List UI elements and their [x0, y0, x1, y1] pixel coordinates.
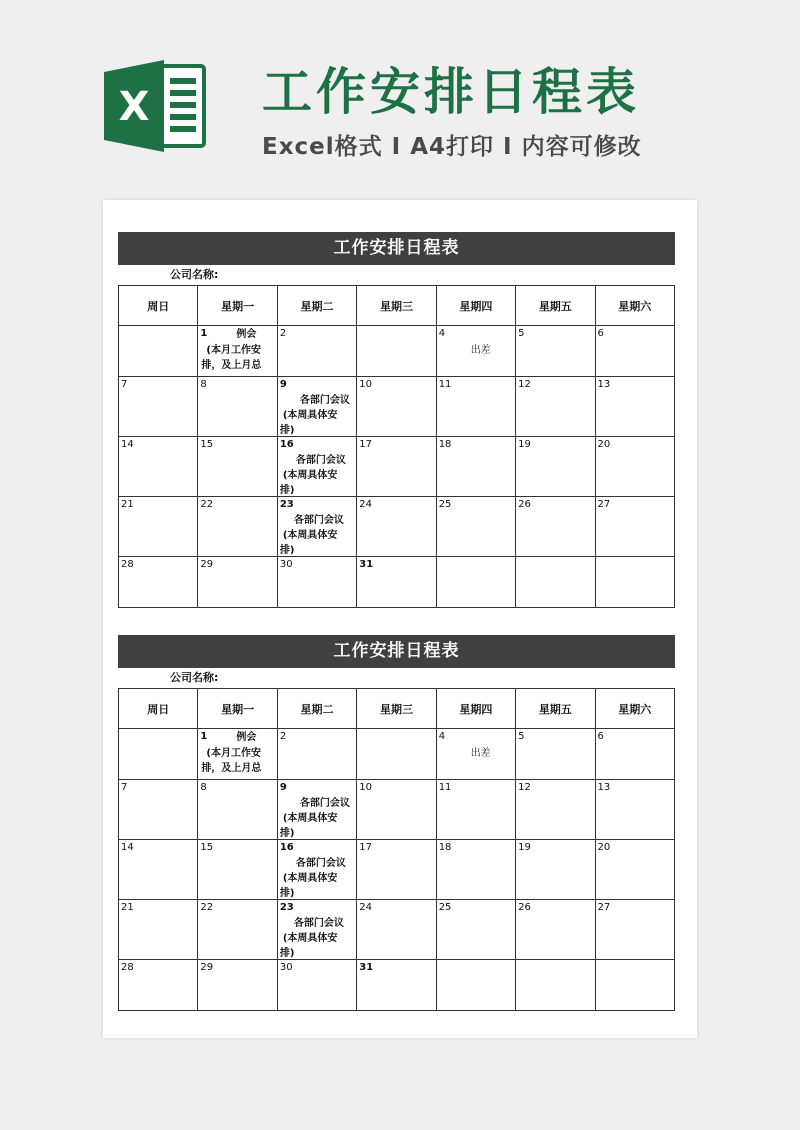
calendar-cell[interactable]	[436, 437, 515, 497]
week-row	[119, 900, 675, 960]
calendar-cell[interactable]	[357, 900, 436, 960]
day-number: 12	[518, 379, 531, 390]
day-number: 8	[200, 379, 207, 390]
calendar-cell[interactable]	[198, 729, 277, 780]
sheet-title: 工作安排日程表	[118, 635, 675, 668]
day-number: 13	[597, 379, 611, 390]
calendar-cell[interactable]	[277, 729, 356, 780]
day-number: 24	[359, 499, 372, 510]
calendar-cell[interactable]	[277, 557, 356, 608]
document-paper	[103, 200, 697, 1038]
event-note: 排)	[279, 888, 295, 899]
day-number: 1	[200, 731, 208, 742]
calendar-cell[interactable]	[119, 497, 198, 557]
event-note: 排)	[279, 948, 295, 959]
calendar-cell[interactable]	[436, 497, 515, 557]
calendar-cell[interactable]	[516, 840, 595, 900]
calendar-cell[interactable]	[357, 326, 436, 377]
day-number: 8	[200, 782, 207, 793]
day-number: 22	[200, 499, 214, 510]
calendar-cell[interactable]	[119, 729, 198, 780]
event-note: (本周具体安	[282, 530, 338, 541]
week-row	[119, 377, 675, 437]
weekday-header: 星期六	[595, 689, 674, 729]
day-number: 16	[279, 842, 294, 853]
calendar-cell[interactable]	[119, 780, 198, 840]
calendar-cell[interactable]	[436, 729, 515, 780]
weekday-header: 星期二	[277, 689, 356, 729]
calendar-cell[interactable]	[198, 557, 277, 608]
day-number: 9	[279, 379, 287, 390]
calendar-cell[interactable]	[595, 326, 674, 377]
event-text: 各部门会议	[299, 395, 350, 406]
day-number: 7	[121, 782, 128, 793]
day-number: 23	[279, 499, 294, 510]
calendar-cell[interactable]	[516, 326, 595, 377]
day-number: 19	[518, 439, 531, 450]
calendar-cell[interactable]	[198, 326, 277, 377]
day-number: 17	[359, 842, 372, 853]
weekday-header: 星期三	[357, 689, 436, 729]
day-number: 31	[359, 559, 374, 570]
day-number: 29	[200, 962, 214, 973]
calendar-cell[interactable]	[595, 497, 674, 557]
event-text: 各部门会议	[293, 515, 344, 526]
weekday-header: 星期四	[436, 286, 515, 326]
week-row	[119, 326, 675, 377]
day-number: 30	[279, 962, 293, 973]
event-text: 例会	[236, 329, 257, 340]
day-number: 23	[279, 902, 294, 913]
event-note: 排，及上月总	[201, 763, 262, 774]
day-number: 5	[518, 731, 525, 742]
calendar-table	[118, 688, 675, 1011]
calendar-cell[interactable]	[277, 960, 356, 1011]
day-number: 29	[200, 559, 214, 570]
calendar-cell[interactable]	[436, 557, 515, 608]
week-row	[119, 960, 675, 1011]
day-number: 4	[438, 328, 446, 339]
calendar-cell[interactable]	[595, 557, 674, 608]
day-number: 20	[597, 842, 611, 853]
calendar-cell[interactable]	[436, 377, 515, 437]
calendar-cell[interactable]	[277, 326, 356, 377]
calendar-cell[interactable]	[277, 780, 356, 840]
day-number: 24	[359, 902, 372, 913]
event-note: (本周具体安	[282, 410, 338, 421]
day-number: 26	[518, 499, 531, 510]
calendar-cell[interactable]	[198, 377, 277, 437]
day-number: 18	[438, 439, 452, 450]
day-number: 5	[518, 328, 525, 339]
calendar-cell[interactable]	[436, 326, 515, 377]
weekday-header: 周日	[119, 286, 198, 326]
sheet-title: 工作安排日程表	[118, 232, 675, 265]
day-number: 4	[438, 731, 446, 742]
day-number: 9	[279, 782, 287, 793]
event-note: 排，及上月总	[201, 360, 262, 371]
week-row	[119, 780, 675, 840]
calendar-cell[interactable]	[516, 497, 595, 557]
calendar-cell[interactable]	[357, 729, 436, 780]
calendar-cell[interactable]	[198, 840, 277, 900]
day-number: 18	[438, 842, 452, 853]
day-number: 30	[279, 559, 293, 570]
schedule-sheet	[118, 232, 675, 608]
event-text: 出差	[470, 345, 491, 356]
calendar-cell[interactable]	[119, 557, 198, 608]
event-text: 各部门会议	[299, 798, 350, 809]
day-number: 6	[597, 328, 604, 339]
calendar-cell[interactable]	[595, 840, 674, 900]
weekday-header-row	[119, 689, 675, 729]
calendar-cell[interactable]	[516, 729, 595, 780]
calendar-cell[interactable]	[595, 960, 674, 1011]
day-number: 27	[597, 499, 611, 510]
event-note: (本月工作安	[206, 748, 261, 759]
calendar-cell[interactable]	[277, 377, 356, 437]
calendar-cell[interactable]	[277, 437, 356, 497]
event-text: 各部门会议	[295, 455, 346, 466]
day-number: 2	[279, 731, 287, 742]
calendar-cell[interactable]	[595, 729, 674, 780]
day-number: 6	[597, 731, 604, 742]
calendar-cell[interactable]	[119, 326, 198, 377]
company-label: 公司名称:	[170, 268, 219, 281]
calendar-cell[interactable]	[357, 437, 436, 497]
event-note: (本周具体安	[282, 813, 338, 824]
day-number: 14	[121, 842, 134, 853]
week-row	[119, 497, 675, 557]
day-number: 17	[359, 439, 372, 450]
event-text: 例会	[236, 732, 257, 743]
svg-text:X: X	[118, 84, 150, 130]
day-number: 1	[200, 328, 208, 339]
week-row	[119, 557, 675, 608]
day-number: 11	[438, 379, 452, 390]
calendar-cell[interactable]	[595, 377, 674, 437]
company-label: 公司名称:	[170, 671, 219, 684]
day-number: 13	[597, 782, 611, 793]
day-number: 12	[518, 782, 531, 793]
event-note: 排)	[279, 545, 295, 556]
day-number: 10	[359, 379, 372, 390]
calendar-table	[118, 285, 675, 608]
calendar-cell[interactable]	[516, 960, 595, 1011]
calendar-cell[interactable]	[357, 960, 436, 1011]
day-number: 14	[121, 439, 134, 450]
calendar-cell[interactable]	[516, 780, 595, 840]
event-text: 出差	[470, 748, 491, 759]
day-number: 20	[597, 439, 611, 450]
week-row	[119, 729, 675, 780]
calendar-cell[interactable]	[198, 780, 277, 840]
calendar-cell[interactable]	[357, 780, 436, 840]
weekday-header: 星期五	[516, 286, 595, 326]
day-number: 21	[121, 902, 134, 913]
calendar-cell[interactable]	[595, 780, 674, 840]
calendar-cell[interactable]	[198, 437, 277, 497]
day-number: 22	[200, 902, 214, 913]
calendar-cell[interactable]	[516, 377, 595, 437]
day-number: 26	[518, 902, 531, 913]
calendar-cell[interactable]	[119, 377, 198, 437]
day-number: 11	[438, 782, 452, 793]
calendar-cell[interactable]	[436, 900, 515, 960]
calendar-cell[interactable]	[357, 377, 436, 437]
calendar-cell[interactable]	[595, 437, 674, 497]
event-note: (本周具体安	[282, 470, 338, 481]
event-note: 排)	[279, 828, 295, 839]
day-number: 16	[279, 439, 294, 450]
event-note: (本周具体安	[282, 873, 338, 884]
weekday-header: 星期四	[436, 689, 515, 729]
event-text: 各部门会议	[293, 918, 344, 929]
calendar-cell[interactable]	[516, 557, 595, 608]
day-number: 15	[200, 842, 214, 853]
day-number: 25	[438, 902, 452, 913]
calendar-cell[interactable]	[357, 840, 436, 900]
schedule-sheet	[118, 635, 675, 1011]
week-row	[119, 840, 675, 900]
calendar-cell[interactable]	[198, 960, 277, 1011]
weekday-header: 周日	[119, 689, 198, 729]
calendar-cell[interactable]	[516, 900, 595, 960]
weekday-header: 星期一	[198, 689, 277, 729]
calendar-cell[interactable]	[198, 900, 277, 960]
event-note: (本月工作安	[206, 345, 261, 356]
day-number: 15	[200, 439, 214, 450]
day-number: 7	[121, 379, 128, 390]
event-note: 排)	[279, 485, 295, 496]
calendar-cell[interactable]	[119, 840, 198, 900]
calendar-cell[interactable]	[357, 557, 436, 608]
day-number: 28	[121, 559, 134, 570]
weekday-header-row	[119, 286, 675, 326]
calendar-cell[interactable]	[436, 960, 515, 1011]
calendar-cell[interactable]	[119, 437, 198, 497]
calendar-cell[interactable]	[595, 900, 674, 960]
calendar-cell[interactable]	[436, 840, 515, 900]
calendar-cell[interactable]	[357, 497, 436, 557]
event-text: 各部门会议	[295, 858, 346, 869]
event-note: 排)	[279, 425, 295, 436]
event-note: (本周具体安	[282, 933, 338, 944]
calendar-cell[interactable]	[119, 960, 198, 1011]
page-subtitle: Excel格式 I A4打印 I 内容可修改	[262, 134, 642, 160]
calendar-cell[interactable]	[516, 437, 595, 497]
weekday-header: 星期二	[277, 286, 356, 326]
day-number: 21	[121, 499, 134, 510]
day-number: 27	[597, 902, 611, 913]
day-number: 31	[359, 962, 374, 973]
calendar-cell[interactable]	[436, 780, 515, 840]
week-row	[119, 437, 675, 497]
calendar-cell[interactable]	[277, 900, 356, 960]
calendar-cell[interactable]	[119, 900, 198, 960]
excel-logo-icon	[104, 58, 208, 154]
weekday-header: 星期五	[516, 689, 595, 729]
day-number: 25	[438, 499, 452, 510]
weekday-header: 星期三	[357, 286, 436, 326]
day-number: 28	[121, 962, 134, 973]
weekday-header: 星期一	[198, 286, 277, 326]
calendar-cell[interactable]	[277, 497, 356, 557]
weekday-header: 星期六	[595, 286, 674, 326]
day-number: 10	[359, 782, 372, 793]
page-title: 工作安排日程表	[262, 63, 640, 121]
day-number: 19	[518, 842, 531, 853]
day-number: 2	[279, 328, 287, 339]
calendar-cell[interactable]	[277, 840, 356, 900]
calendar-cell[interactable]	[198, 497, 277, 557]
